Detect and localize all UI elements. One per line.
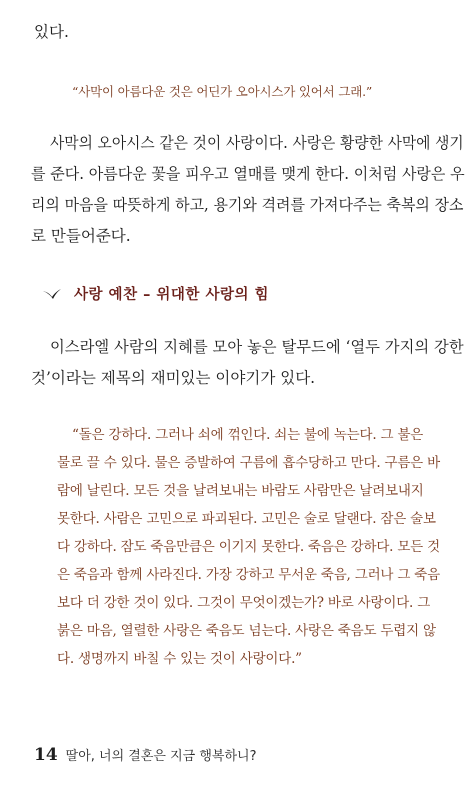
flying-bird-icon: [42, 288, 62, 300]
paragraph-line: 로 만들어준다.: [31, 227, 131, 245]
quote-line: 물로 끌 수 있다. 물은 증발하여 구름에 흡수당하고 만다. 구름은 바: [57, 455, 440, 471]
quote-line: 붉은 마음, 열렬한 사랑은 죽음도 넘는다. 사랑은 죽음도 두렵지 않: [57, 623, 436, 639]
quote-sentence: “사막이 아름다운 것은 어딘가 오아시스가 있어서 그래.”: [72, 84, 373, 99]
section-heading: [42, 283, 269, 304]
page-number: 14: [34, 745, 58, 765]
quote-line: 은 죽음과 함께 사라진다. 가장 강하고 무서운 죽음, 그러나 그 죽음: [57, 567, 440, 583]
quote-line: 보다 더 강한 것이 있다. 그것이 무엇이겠는가? 바로 사랑이다. 그: [57, 595, 431, 611]
paragraph-line: 리의 마음을 따뜻하게 하고, 용기와 격려를 가져다주는 축복의 장소: [31, 196, 464, 214]
intro-text: 있다.: [34, 23, 69, 41]
quote-line: 못한다. 사람은 고민으로 파괴된다. 고민은 술로 달랜다. 잠은 술보: [57, 511, 436, 527]
quote-line: 다. 생명까지 바칠 수 있는 것이 사랑이다.”: [57, 651, 302, 667]
quote-line: “돌은 강하다. 그러나 쇠에 꺾인다. 쇠는 불에 녹는다. 그 불은: [72, 427, 424, 443]
paragraph-line: 사막의 오아시스 같은 것이 사랑이다. 사랑은 황량한 사막에 생기: [50, 134, 464, 152]
page-footer: [34, 745, 257, 765]
quote-line: 다 강하다. 잠도 죽음만큼은 이기지 못한다. 죽음은 강하다. 모든 것: [57, 539, 440, 555]
paragraph-line: 것’이라는 제목의 재미있는 이야기가 있다.: [31, 369, 316, 387]
paragraph-line: 를 준다. 아름다운 꽃을 피우고 열매를 맺게 한다. 이처럼 사랑은 우: [31, 165, 465, 183]
running-title: 딸아, 너의 결혼은 지금 행복하니?: [65, 749, 257, 764]
section-title: 사랑 예찬 – 위대한 사랑의 힘: [74, 287, 270, 303]
quote-line: 람에 날린다. 모든 것을 날려보내는 바람도 사람만은 날려보내지: [57, 483, 424, 499]
paragraph-line: 이스라엘 사람의 지혜를 모아 놓은 탈무드에 ‘열두 가지의 강한: [50, 338, 464, 356]
